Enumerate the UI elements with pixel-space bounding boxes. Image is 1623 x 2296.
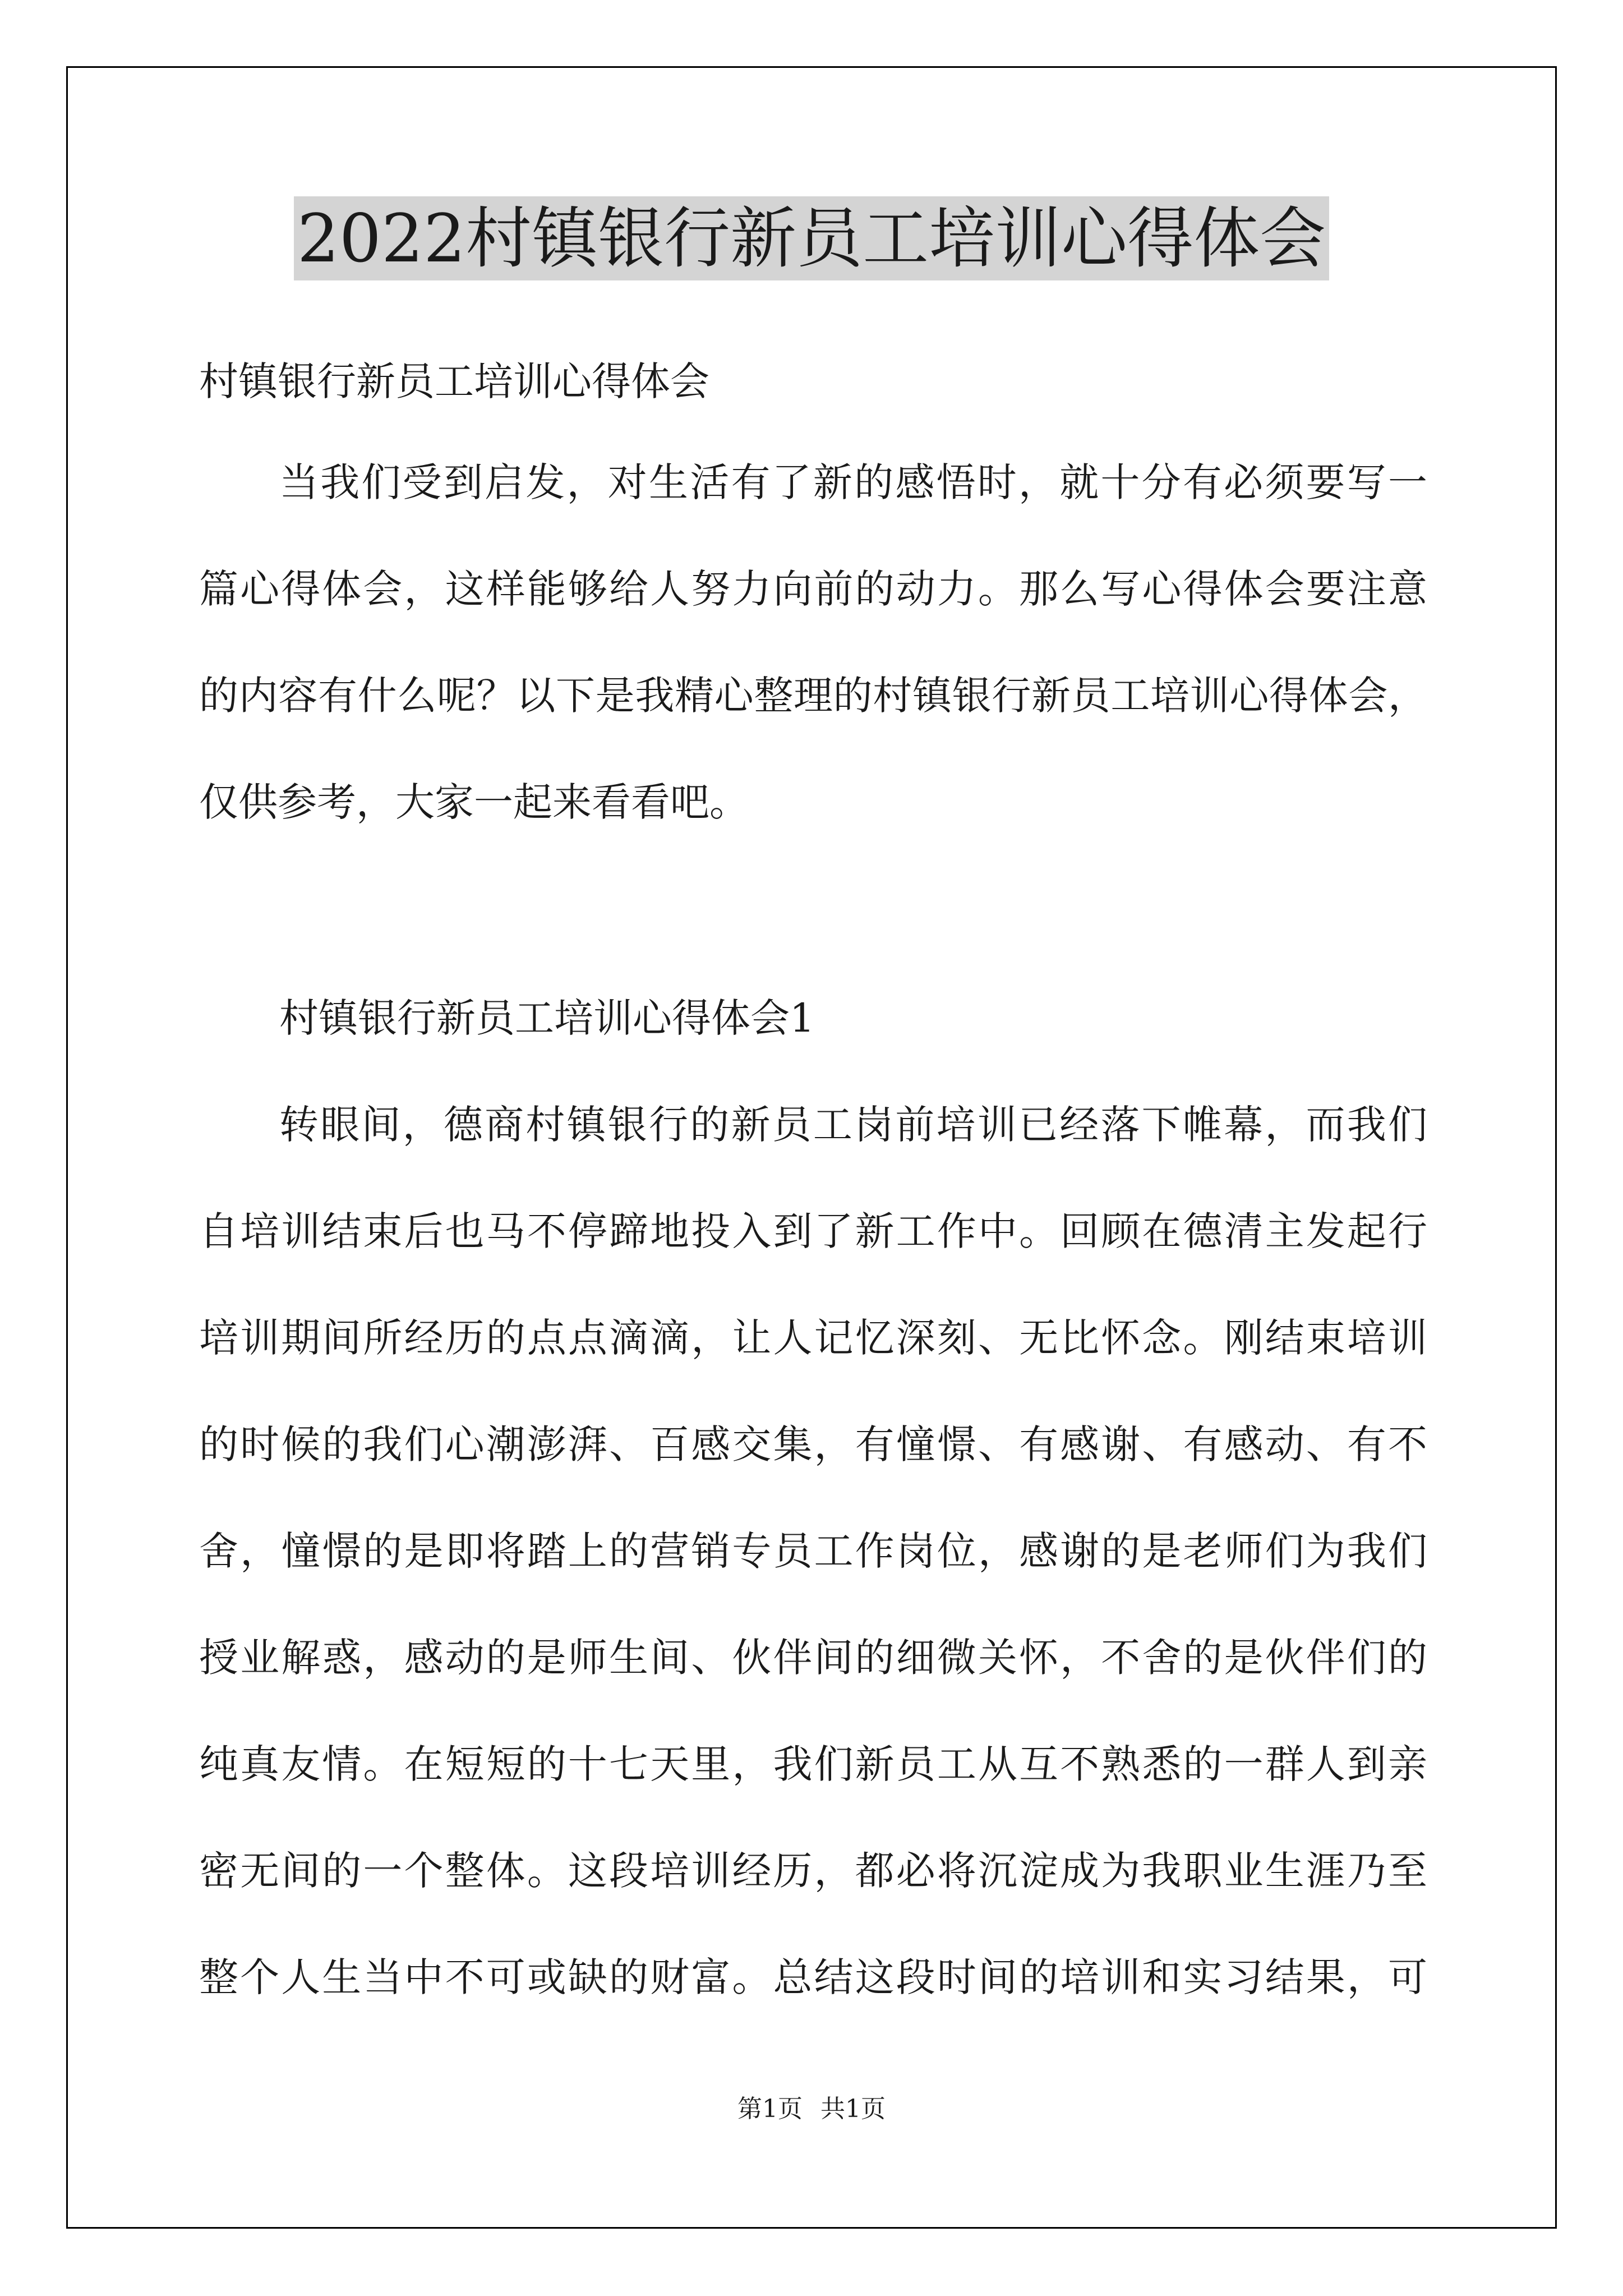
- body-line: 自培训结束后也马不停蹄地投入到了新工作中。回顾在德清主发起行: [199, 1208, 1427, 1254]
- intro-line: 仅供参考，大家一起来看看吧。: [199, 779, 749, 825]
- intro-line: 篇心得体会，这样能够给人努力向前的动力。那么写心得体会要注意: [199, 566, 1427, 612]
- body-line: 整个人生当中不可或缺的财富。总结这段时间的培训和实习结果，可: [199, 1954, 1427, 2000]
- page-number-current: 第1页: [737, 2095, 803, 2123]
- page-number-total: 共1页: [820, 2095, 886, 2123]
- body-line: 转眼间，德商村镇银行的新员工岗前培训已经落下帷幕，而我们: [279, 1102, 1427, 1148]
- document-subtitle: 村镇银行新员工培训心得体会: [199, 358, 709, 404]
- section-heading: 村镇银行新员工培训心得体会1: [279, 995, 815, 1041]
- title-container: [0, 196, 1623, 280]
- body-line: 授业解惑，感动的是师生间、伙伴间的细微关怀，不舍的是伙伴们的: [199, 1635, 1427, 1681]
- body-line: 的时候的我们心潮澎湃、百感交集，有憧憬、有感谢、有感动、有不: [199, 1421, 1427, 1467]
- page-footer: [0, 2092, 1623, 2126]
- body-line: 培训期间所经历的点点滴滴，让人记忆深刻、无比怀念。刚结束培训: [199, 1315, 1427, 1361]
- intro-line: 的内容有什么呢？以下是我精心整理的村镇银行新员工培训心得体会，: [199, 673, 1427, 719]
- document-title: 2022村镇银行新员工培训心得体会: [294, 196, 1329, 280]
- body-line: 密无间的一个整体。这段培训经历，都必将沉淀成为我职业生涯乃至: [199, 1848, 1427, 1894]
- body-line: 纯真友情。在短短的十七天里，我们新员工从互不熟悉的一群人到亲: [199, 1741, 1427, 1787]
- body-line: 舍，憧憬的是即将踏上的营销专员工作岗位，感谢的是老师们为我们: [199, 1528, 1427, 1574]
- intro-line: 当我们受到启发，对生活有了新的感悟时，就十分有必须要写一: [279, 459, 1427, 505]
